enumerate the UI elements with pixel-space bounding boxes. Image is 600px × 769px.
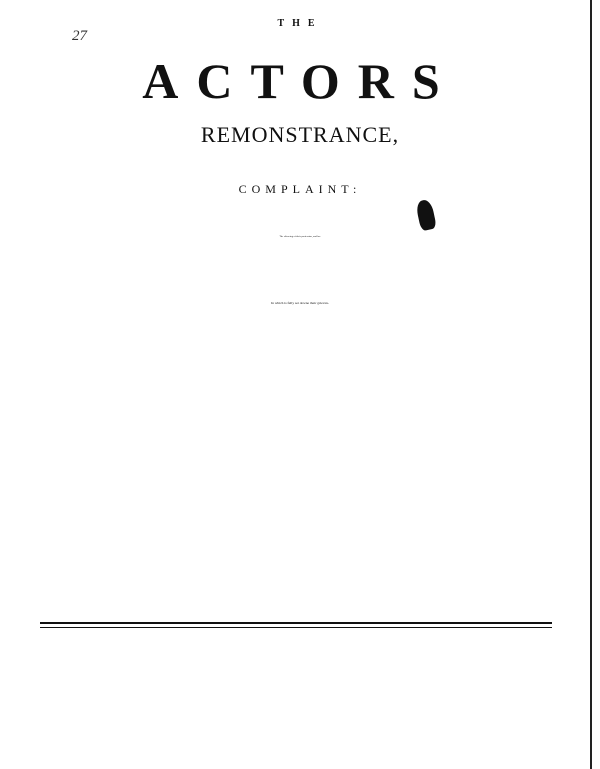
- published-line: [0, 574, 600, 595]
- title-the: THE: [277, 18, 323, 29]
- page-number: 27: [72, 28, 87, 44]
- presented-line: [0, 512, 600, 531]
- double-rule-top: [40, 622, 552, 624]
- title-complaint: COMPLAINT:: [238, 182, 362, 196]
- body-line: [0, 416, 600, 435]
- subtitle-line: [0, 250, 600, 271]
- title-actors: ACTORS: [142, 53, 458, 109]
- body-line: [0, 381, 600, 400]
- presented-line: [0, 550, 600, 569]
- presented-line: [0, 492, 600, 511]
- body-line: In which is fully set downe their grievan-: [271, 301, 329, 305]
- title-remonstrance: REMONSTRANCE,: [200, 122, 400, 147]
- body-line: [0, 317, 600, 338]
- subtitle-line: The silencing of their profession, and ba-: [279, 235, 321, 238]
- presented-line: [0, 471, 600, 492]
- body-line: [0, 361, 600, 380]
- body-line: [0, 340, 600, 359]
- published-line: [0, 595, 600, 614]
- presented-line: [0, 531, 600, 550]
- presented-line: [0, 445, 600, 466]
- double-rule-bottom: [40, 627, 552, 628]
